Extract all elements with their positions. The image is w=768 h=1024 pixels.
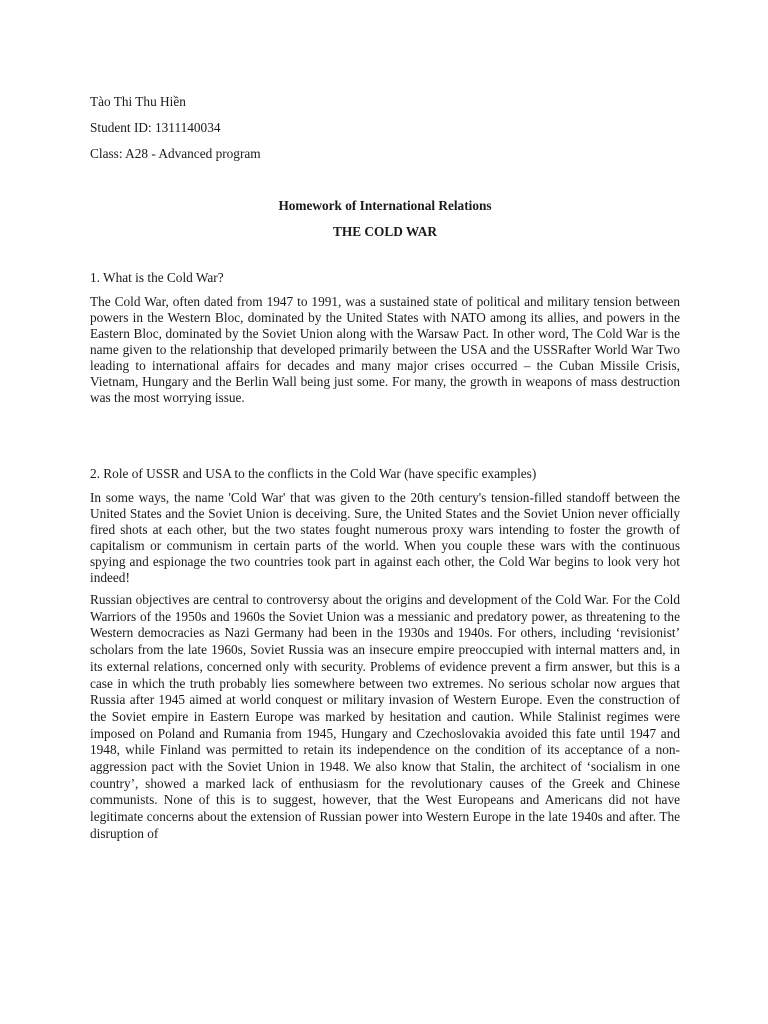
question-2-paragraph-2: Russian objectives are central to controversy about the origins and development of the Cold War. For the Cold Warriors of the 1950s and 1960s the Soviet Union was a messianic and predatory power, as threatening to the Western democracies as Nazi Germany had been in the 1930s and 1940s. For others, including ‘revisionist’ scholars from the late 1960s, Soviet Russia was an insecure empire preoccupied with internal matters and, in its external relations, concerned only with security. Problems of evidence prevent a firm answer, but this is a case in which the truth probably lies somewhere between two extremes. No serious scholar now argues that Russia after 1945 aimed at world conquest or military invasion of Western Europe. Even the construction of the Soviet empire in Eastern Europe was marked by hesitation and caution. While Stalinist regimes were imposed on Poland and Rumania from 1945, Hungary and Czechoslovakia avoided this fate until 1947 and 1948, while Finland was permitted to retain its independence on the condition of its acceptance of a non-aggression pact with the Soviet Union in 1948. We also know that Stalin, the architect of ‘socialism in one country’, showed a marked lack of enthusiasm for the revolutionary causes of the Greek and Chinese communists. None of this is to suggest, however, that the West Europeans and Americans did not have legitimate concerns about the extension of Russian power into Western Europe in the late 1940s and after. The disruption of bbox=[90, 592, 680, 841]
question-1-paragraph-1: The Cold War, often dated from 1947 to 1991, was a sustained state of political and military tension between powers in the Western Bloc, dominated by the United States with NATO among its allies, and powers in the Eastern Bloc, dominated by the Soviet Union along with the Warsaw Pact. In other word, The Cold War is the name given to the relationship that developed primarily between the USA and the USSRafter World War Two leading to international affairs for decades and many major crises occurred – the Cuban Missile Crisis, Vietnam, Hungary and the Berlin Wall being just some. For many, the growth in weapons of mass destruction was the most worrying issue. bbox=[90, 294, 680, 405]
question-2-heading: 2. Role of USSR and USA to the conflicts in the Cold War (have specific examples) bbox=[90, 466, 537, 481]
document-subtitle: Homework of International Relations bbox=[278, 198, 492, 213]
student-id: Student ID: 1311140034 bbox=[90, 120, 221, 135]
class-info: Class: A28 - Advanced program bbox=[90, 146, 261, 161]
document-headings bbox=[90, 196, 680, 242]
author-name: Tào Thi Thu Hiền bbox=[90, 94, 186, 109]
document-title: THE COLD WAR bbox=[333, 224, 437, 239]
question-2-paragraph-1: In some ways, the name 'Cold War' that was given to the 20th century's tension-filled standoff between the United States and the Soviet Union is deceiving. Sure, the United States and the Soviet Union never officially fired shots at each other, but the two states fought numerous proxy wars intending to foster the growth of capitalism or communism in certain parts of the world. When you couple these wars with the continuous spying and espionage the two countries took part in against each other, the Cold War begins to look very hot indeed! bbox=[90, 490, 680, 585]
question-1-heading: 1. What is the Cold War? bbox=[90, 270, 224, 285]
